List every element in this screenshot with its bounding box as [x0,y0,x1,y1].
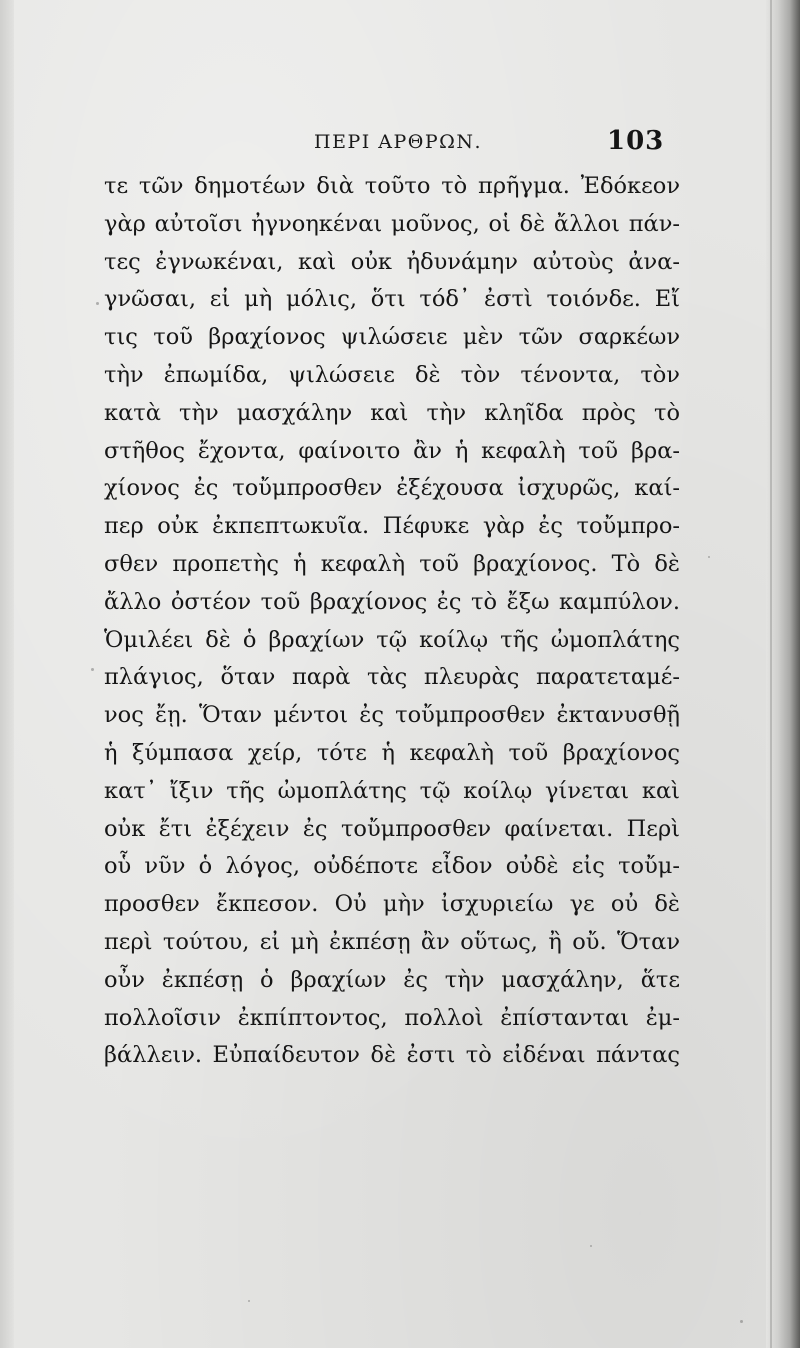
text-line: στῆθος ἔχοντα, φαίνοιτο ἂν ἡ κεφαλὴ τοῦ βρα- [104,437,680,464]
text-line: χίονος ἐς τοὔμπροσθεν ἐξέχουσα ἰσχυρῶς, καί- [104,475,680,502]
text-line: ἡ ξύμπασα χείρ, τότε ἡ κεφαλὴ τοῦ βραχίονος [104,739,680,766]
text-line: τε τῶν δημοτέων διὰ τοῦτο τὸ πρῆγμα. Ἐδόκεον [104,173,680,199]
page-number: 103 [607,126,665,156]
running-head [0,126,800,161]
text-line: γνῶσαι, εἰ μὴ μόλις, ὅτι τόδ᾽ ἐστὶ τοιόνδε. Εἴ [104,286,680,313]
paper-speck [91,668,94,671]
paper-speck [708,556,710,558]
paper-speck [248,1300,250,1302]
text-line: πλάγιος, ὅταν παρὰ τὰς πλευρὰς παρατεταμέ- [104,664,680,691]
paper-speck [740,1320,743,1323]
text-line: κατ᾽ ἴξιν τῆς ὠμοπλάτης τῷ κοίλῳ γίνεται καὶ [104,777,680,804]
text-line: τὴν ἐπωμίδα, ψιλώσειε δὲ τὸν τένοντα, τὸν [104,361,680,388]
page-fold-line [770,0,772,1348]
text-line: περὶ τούτου, εἰ μὴ ἐκπέσῃ ἂν οὕτως, ἢ οὔ. Ὅταν [104,928,680,955]
text-line: βάλλειν. Εὐπαίδευτον δὲ ἐστι τὸ εἰδέναι πάντας [104,1042,680,1069]
paper-speck [590,1245,592,1247]
paper-speck [96,302,99,305]
text-line: Ὁμιλέει δὲ ὁ βραχίων τῷ κοίλῳ τῆς ὠμοπλάτης [104,626,680,653]
text-line: οὖν ἐκπέσῃ ὁ βραχίων ἐς τὴν μασχάλην, ἅτε [104,966,680,993]
text-line: τις τοῦ βραχίονος ψιλώσειε μὲν τῶν σαρκέων [104,324,680,351]
text-line: ἄλλο ὀστέον τοῦ βραχίονος ἐς τὸ ἔξω καμπύλον. [104,588,680,615]
text-line: σθεν προπετὴς ἡ κεφαλὴ τοῦ βραχίονος. Τὸ δὲ [104,550,680,577]
text-line: προσθεν ἔκπεσον. Οὐ μὴν ἰσχυριείω γε οὐ δὲ [104,891,680,918]
text-line: τες ἐγνωκέναι, καὶ οὐκ ἠδυνάμην αὐτοὺς ἀνα- [104,248,680,275]
text-line: οὐκ ἔτι ἐξέχειν ἐς τοὔμπροσθεν φαίνεται. Περὶ [104,815,680,842]
text-line: οὗ νῦν ὁ λόγος, οὐδέποτε εἶδον οὐδὲ εἰς τοὔμ- [104,853,680,880]
body-text [104,168,680,1075]
text-line: νος ἔῃ. Ὅταν μέντοι ἐς τοὔμπροσθεν ἐκτανυσθῇ [104,702,680,729]
text-line: γὰρ αὐτοῖσι ἠγνοηκέναι μοῦνος, οἱ δὲ ἄλλοι πάν- [104,210,680,237]
running-title: ΠΕΡΙ ΑΡΘΡΩΝ. [314,131,483,153]
text-line: κατὰ τὴν μασχάλην καὶ τὴν κληῖδα πρὸς τὸ [104,399,680,426]
text-line: περ οὐκ ἐκπεπτωκυῖα. Πέφυκε γὰρ ἐς τοὔμπρο- [104,513,680,540]
page-left-edge [0,0,14,1348]
text-line: πολλοῖσιν ἐκπίπτοντος, πολλοὶ ἐπίστανται ἐμ- [104,1004,680,1031]
